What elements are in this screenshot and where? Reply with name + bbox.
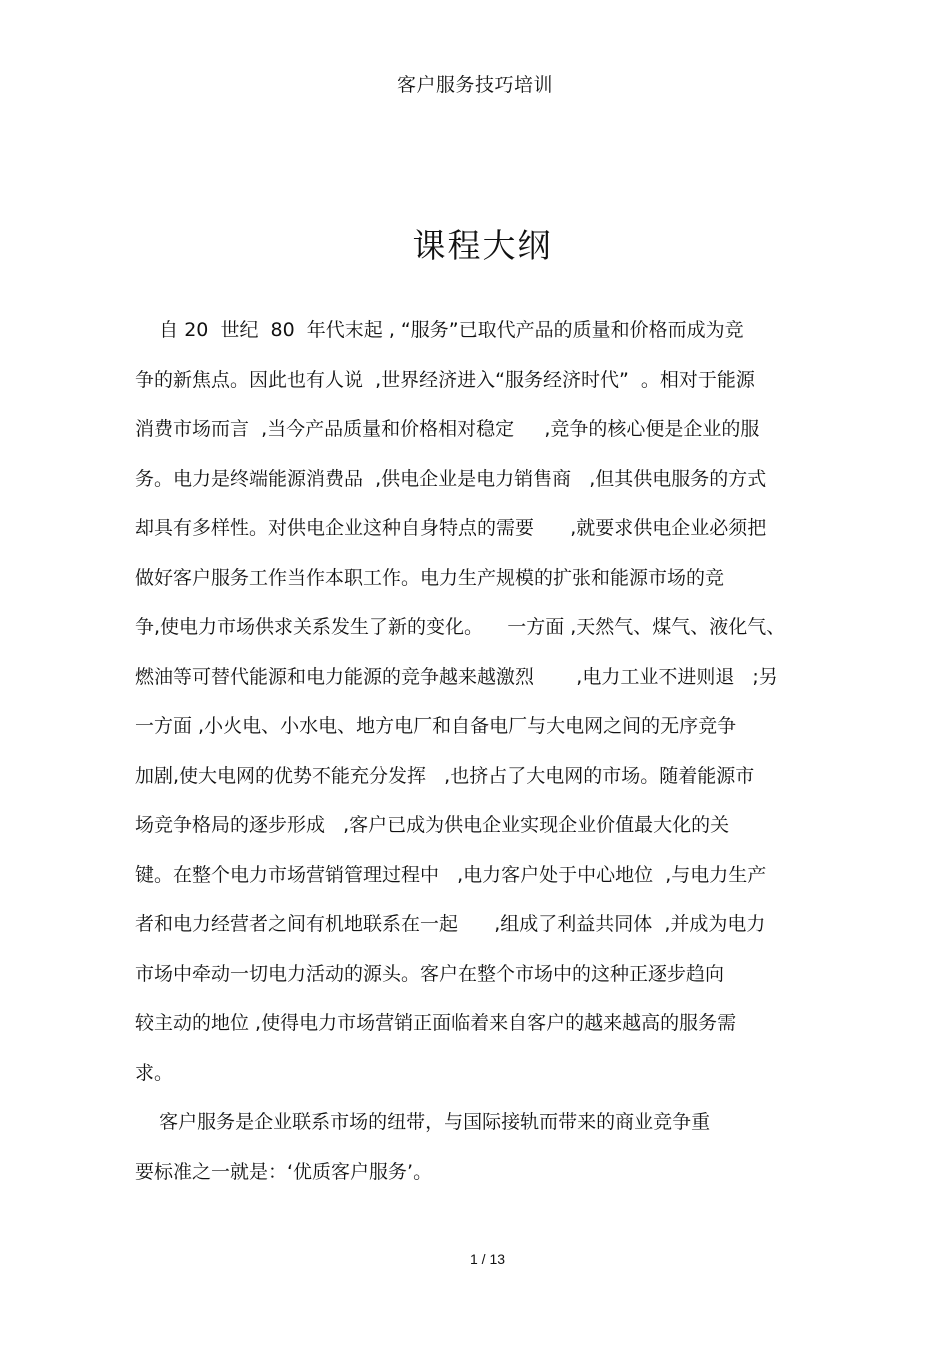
paragraph-line: 却具有多样性。对供电企业这种自身特点的需要 ,就要求供电企业必须把	[135, 517, 767, 539]
paragraph-line: 要标准之一就是：‘优质客户服务’。	[135, 1160, 433, 1183]
page-title: 课程大纲	[412, 226, 553, 265]
paragraph-line: 争的新焦点。因此也有人说 ,世界经济进入“服务经济时代” 。相对于能源	[135, 368, 755, 391]
page-number: 1 / 13	[469, 1251, 506, 1267]
paragraph-line: 做好客户服务工作当作本职工作。电力生产规模的扩张和能源市场的竞	[135, 566, 725, 589]
paragraph-line: 燃油等可替代能源和电力能源的竞争越来越激烈 ,电力工业不进则退 ;另	[135, 665, 778, 688]
paragraph-line: 求。	[135, 1061, 174, 1084]
paragraph-line: 加剧,使大电网的优势不能充分发挥 ,也挤占了大电网的市场。随着能源市	[135, 764, 755, 787]
paragraph-line: 较主动的地位 ,使得电力市场营销正面临着来自客户的越来越高的服务需	[135, 1012, 737, 1034]
paragraph-line: 客户服务是企业联系市场的纽带，与国际接轨而带来的商业竞争重	[135, 1111, 711, 1133]
paragraph-line: 消费市场而言 ,当今产品质量和价格相对稳定 ,竞争的核心便是企业的服	[135, 418, 760, 440]
paragraph-line: 自 20 世纪 80 年代末起 , “服务”已取代产品的质量和价格而成为竞	[135, 319, 744, 341]
paragraph-line: 争,使电力市场供求关系发生了新的变化。 一方面 ,天然气、煤气、液化气、	[135, 616, 786, 638]
paragraph-line: 市场中牵动一切电力活动的源头。客户在整个市场中的这种正逐步趋向	[135, 962, 725, 985]
paragraph-line: 务。电力是终端能源消费品 ,供电企业是电力销售商 ,但其供电服务的方式	[135, 467, 767, 490]
paragraph-line: 一方面 ,小火电、小水电、地方电厂和自备电厂与大电网之间的无序竞争	[135, 715, 737, 737]
running-header: 客户服务技巧培训	[396, 74, 553, 96]
paragraph-line: 者和电力经营者之间有机地联系在一起 ,组成了利益共同体 ,并成为电力	[135, 913, 766, 935]
paragraph-line: 场竞争格局的逐步形成 ,客户已成为供电企业实现企业价值最大化的关	[135, 814, 730, 836]
paragraph-line: 键。在整个电力市场营销管理过程中 ,电力客户处于中心地位 ,与电力生产	[135, 863, 767, 886]
body-text	[135, 310, 835, 1201]
